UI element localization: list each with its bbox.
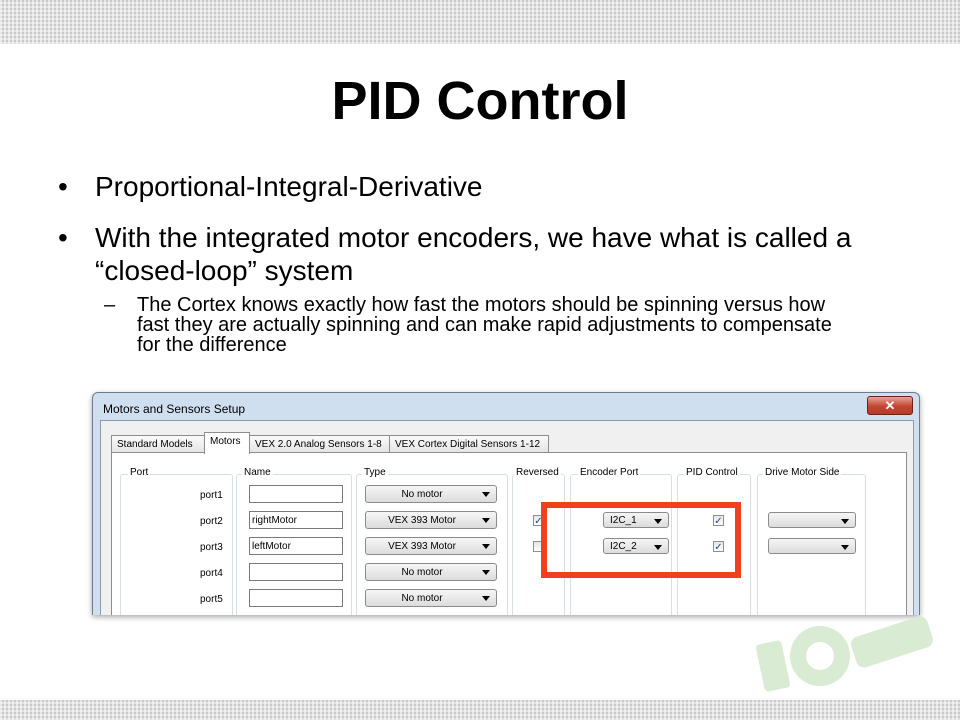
motors-sensors-dialog	[92, 392, 920, 615]
dropdown-arrow-icon	[841, 519, 849, 524]
port-label: port4	[200, 568, 223, 579]
encoder-value: I2C_2	[610, 541, 637, 552]
close-icon: ✕	[884, 398, 896, 413]
type-value: VEX 393 Motor	[388, 541, 456, 552]
robot-logo	[740, 612, 950, 700]
dropdown-arrow-icon	[841, 545, 849, 550]
type-select[interactable]	[365, 537, 497, 555]
motors-tab-page	[111, 452, 907, 615]
sub-bullet-text: The Cortex knows exactly how fast the motors should be spinning versus how fast they are actually spinning and can make rapid adjustments to compensate for the difference	[137, 294, 832, 356]
robot-logo-mark	[755, 614, 935, 692]
port-label: port5	[200, 594, 223, 605]
top-decorative-stripe	[0, 0, 960, 44]
type-value: No motor	[401, 489, 443, 500]
dialog-title: Motors and Sensors Setup	[103, 402, 246, 416]
type-value: No motor	[401, 593, 443, 604]
port-label: port2	[200, 516, 223, 527]
tab-standard-models[interactable]: Standard Models	[111, 435, 205, 453]
type-select[interactable]	[365, 589, 497, 607]
reversed-column-label: Reversed	[516, 467, 559, 478]
type-select[interactable]	[365, 511, 497, 529]
name-input[interactable]	[249, 589, 343, 607]
bullet-dot: •	[58, 222, 68, 253]
checkmark-icon: ✓	[714, 542, 723, 553]
encoder-pid-highlight-box	[541, 502, 741, 578]
sub-bullet-dash: –	[104, 294, 116, 316]
type-value: VEX 393 Motor	[388, 515, 456, 526]
port-column-label: Port	[130, 467, 149, 478]
type-select[interactable]	[365, 485, 497, 503]
tab-analog-sensors[interactable]: VEX 2.0 Analog Sensors 1-8	[249, 435, 390, 453]
checkmark-icon: ✓	[714, 516, 723, 527]
dropdown-arrow-icon	[482, 492, 490, 497]
type-column-label: Type	[364, 467, 386, 478]
name-column-label: Name	[244, 467, 271, 478]
drive-side-column-label: Drive Motor Side	[765, 467, 840, 478]
dropdown-arrow-icon	[482, 596, 490, 601]
bottom-decorative-stripe	[0, 700, 960, 720]
type-select[interactable]	[365, 563, 497, 581]
drive-side-select[interactable]	[768, 538, 856, 554]
close-button[interactable]	[867, 396, 913, 415]
drive-side-select[interactable]	[768, 512, 856, 528]
bullet-dot: •	[58, 171, 68, 202]
encoder-port-column-label: Encoder Port	[580, 467, 639, 478]
tab-digital-sensors[interactable]: VEX Cortex Digital Sensors 1-12	[389, 435, 549, 453]
dialog-client-area	[100, 420, 914, 615]
slide-title: PID Control	[331, 71, 629, 131]
dropdown-arrow-icon	[482, 570, 490, 575]
name-input[interactable]: rightMotor	[249, 511, 343, 529]
dropdown-arrow-icon	[482, 518, 490, 523]
checkmark-icon: ✓	[534, 516, 543, 527]
type-value: No motor	[401, 567, 443, 578]
encoder-value: I2C_1	[610, 515, 637, 526]
tab-motors[interactable]: Motors	[204, 432, 250, 454]
name-input[interactable]	[249, 563, 343, 581]
bullet-1-text: Proportional-Integral-Derivative	[95, 171, 483, 202]
name-input[interactable]: leftMotor	[249, 537, 343, 555]
dropdown-arrow-icon	[482, 544, 490, 549]
port-label: port1	[200, 490, 223, 501]
bullet-2-text: With the integrated motor encoders, we have what is called a “closed-loop” system	[95, 222, 852, 286]
pid-control-column-label: PID Control	[686, 467, 738, 478]
name-input[interactable]	[249, 485, 343, 503]
port-label: port3	[200, 542, 223, 553]
